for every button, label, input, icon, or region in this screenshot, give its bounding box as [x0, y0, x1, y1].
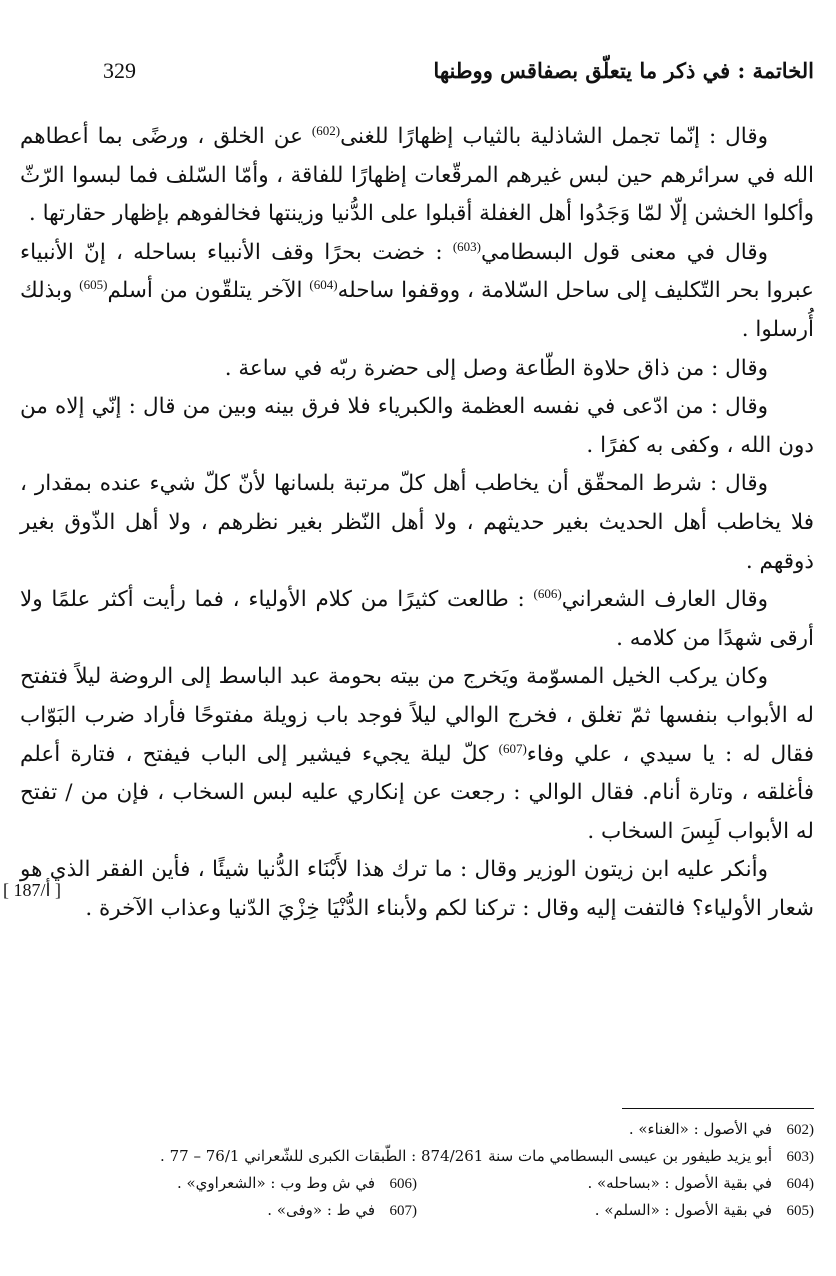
text-run: وقال العارف الشعراني [561, 587, 768, 613]
text-run: وقال : من ذاق حلاوة الطّاعة وصل إلى حضرة ربّه في ساعة . [224, 355, 768, 381]
footnote-ref: (602) [311, 122, 341, 138]
footnote-text: في ط : «وفى» . [267, 1201, 375, 1219]
footnote-row [20, 1170, 814, 1197]
text-run: وقال : شرط المحقّق أن يخاطب أهل كلّ مرتبة بلسانها لأنّ كلّ شيء عنده بمقدار ، فلا يخاطب أهل الحديث بغير حديثهم ، ولا أهل النّظر بغير نظرهم ، ولا أهل الذّوق بغير ذوقهم . [20, 471, 814, 574]
footnote-607 [20, 1197, 417, 1224]
text-run: وبذلك أُرسلوا . [20, 278, 814, 342]
footnote-number: (603 [786, 1149, 814, 1165]
footnote-number: (602 [786, 1122, 814, 1138]
footnote-number: (605 [786, 1203, 814, 1219]
text-run: كلّ ليلة يجيء فيشير إلى الباب فيفتح ، فتارة أعلم فأغلقه ، وتارة أنام. فقال الوالي : رجعت عن إنكاري عليه لبس السخاب ، فإن من / تفتح له الأبواب لَبِسَ السخاب . [20, 741, 814, 844]
footnote-ref: (603) [452, 238, 482, 254]
text-run: : طالعت كثيرًا من كلام الأولياء ، فما رأيت أكثر علمًا ولا أرقى شهدًا من كلامه . [20, 587, 814, 651]
footnote-number: (607 [389, 1203, 417, 1219]
footnote-text: في الأصول : «الغناء» . [628, 1120, 772, 1138]
paragraph [20, 465, 814, 581]
text-run: وقال : إنّما تجمل الشاذلية بالثياب إظهارًا للغنى [340, 124, 768, 149]
main-text [20, 118, 814, 928]
text-run: : خضت بحرًا وقف الأنبياء بساحله ، إنّ الأنبياء عبروا بحر التّكليف إلى ساحل السّلامة ، ووقفوا ساحله [20, 239, 814, 304]
footnotes [20, 1116, 814, 1224]
margin-folio-note: [ أ/187 ] [3, 880, 62, 900]
paragraph [20, 658, 814, 851]
footnote-ref: (605) [79, 277, 108, 293]
paragraph [20, 581, 814, 658]
footnote-604 [417, 1170, 814, 1197]
footnote-602 [20, 1116, 814, 1143]
page-number: 329 [103, 58, 136, 83]
paragraph [20, 851, 814, 928]
text-run: وأنكر عليه ابن زيتون الوزير وقال : ما ترك هذا لأَبْنَاء الدُّنيا شيئًا ، فأين الفقر الذي هو شعار الأولياء؟ فالتفت إليه وقال : تركنا لكم ولأبناء الدُّنْيَا خِزْيَ الدّنيا وعذاب الآخرة . [20, 857, 814, 921]
text-run: وقال في معنى قول البسطامي [481, 239, 768, 265]
text-run: وكان يركب الخيل المسوّمة ويَخرج من بيته بحومة عبد الباسط إلى الروضة ليلاً فتفتح له الأبواب بنفسها ثمّ تغلق ، فخرج الوالي ليلاً فوجد باب زويلة مفتوحًا فأراد ضرب البَوّاب فقال له : يا سيدي ، علي وفاء [20, 664, 814, 767]
text-run: وقال : من ادّعى في نفسه العظمة والكبرياء فلا فرق بينه وبين من قال : إنّي إلاه من دون الله ، وكفى به كفرًا . [20, 394, 814, 458]
footnote-number: (606 [389, 1176, 417, 1192]
footnote-ref: (606) [533, 585, 562, 601]
text-run: الآخر يتلقّون من أسلم [107, 278, 310, 304]
footnote-ref: (604) [309, 277, 338, 293]
footnote-ref: (607) [498, 740, 527, 756]
footnote-row [20, 1197, 814, 1224]
paragraph [20, 118, 814, 234]
paragraph [20, 234, 814, 350]
footnote-text: في بقية الأصول : «بساحله» . [587, 1174, 772, 1192]
footnote-text: في ش وط وب : «الشعراوي» . [176, 1174, 375, 1192]
footnote-text: في بقية الأصول : «السلم» . [594, 1201, 772, 1219]
footnote-605 [417, 1197, 814, 1224]
text-run: عن الخلق ، ورضًى بما أعطاهم الله في سرائرهم حين لبس غيرهم المرقّعات إظهارًا للفاقة ، وأمّا السّلف فما لبسوا الرّثّ وأكلوا الخشن إلّا لمّا وَجَدُوا أهل الغفلة أقبلوا على الدُّنيا وزينتها فخالفوهم بإظهار حقارتها . [20, 124, 814, 227]
footnote-text: أبو يزيد طيفور بن عيسى البسطامي مات سنة 874/261 : الطّبقات الكبرى للشّعراني 76/1 – 77 . [160, 1147, 772, 1165]
footnote-606 [20, 1170, 417, 1197]
paragraph [20, 388, 814, 465]
paragraph [20, 350, 814, 389]
footnote-number: (604 [786, 1176, 814, 1192]
footnote-divider [622, 1108, 814, 1109]
running-title: الخاتمة : في ذكر ما يتعلّق بصفاقس ووطنها [433, 58, 814, 83]
footnote-603 [20, 1143, 814, 1170]
